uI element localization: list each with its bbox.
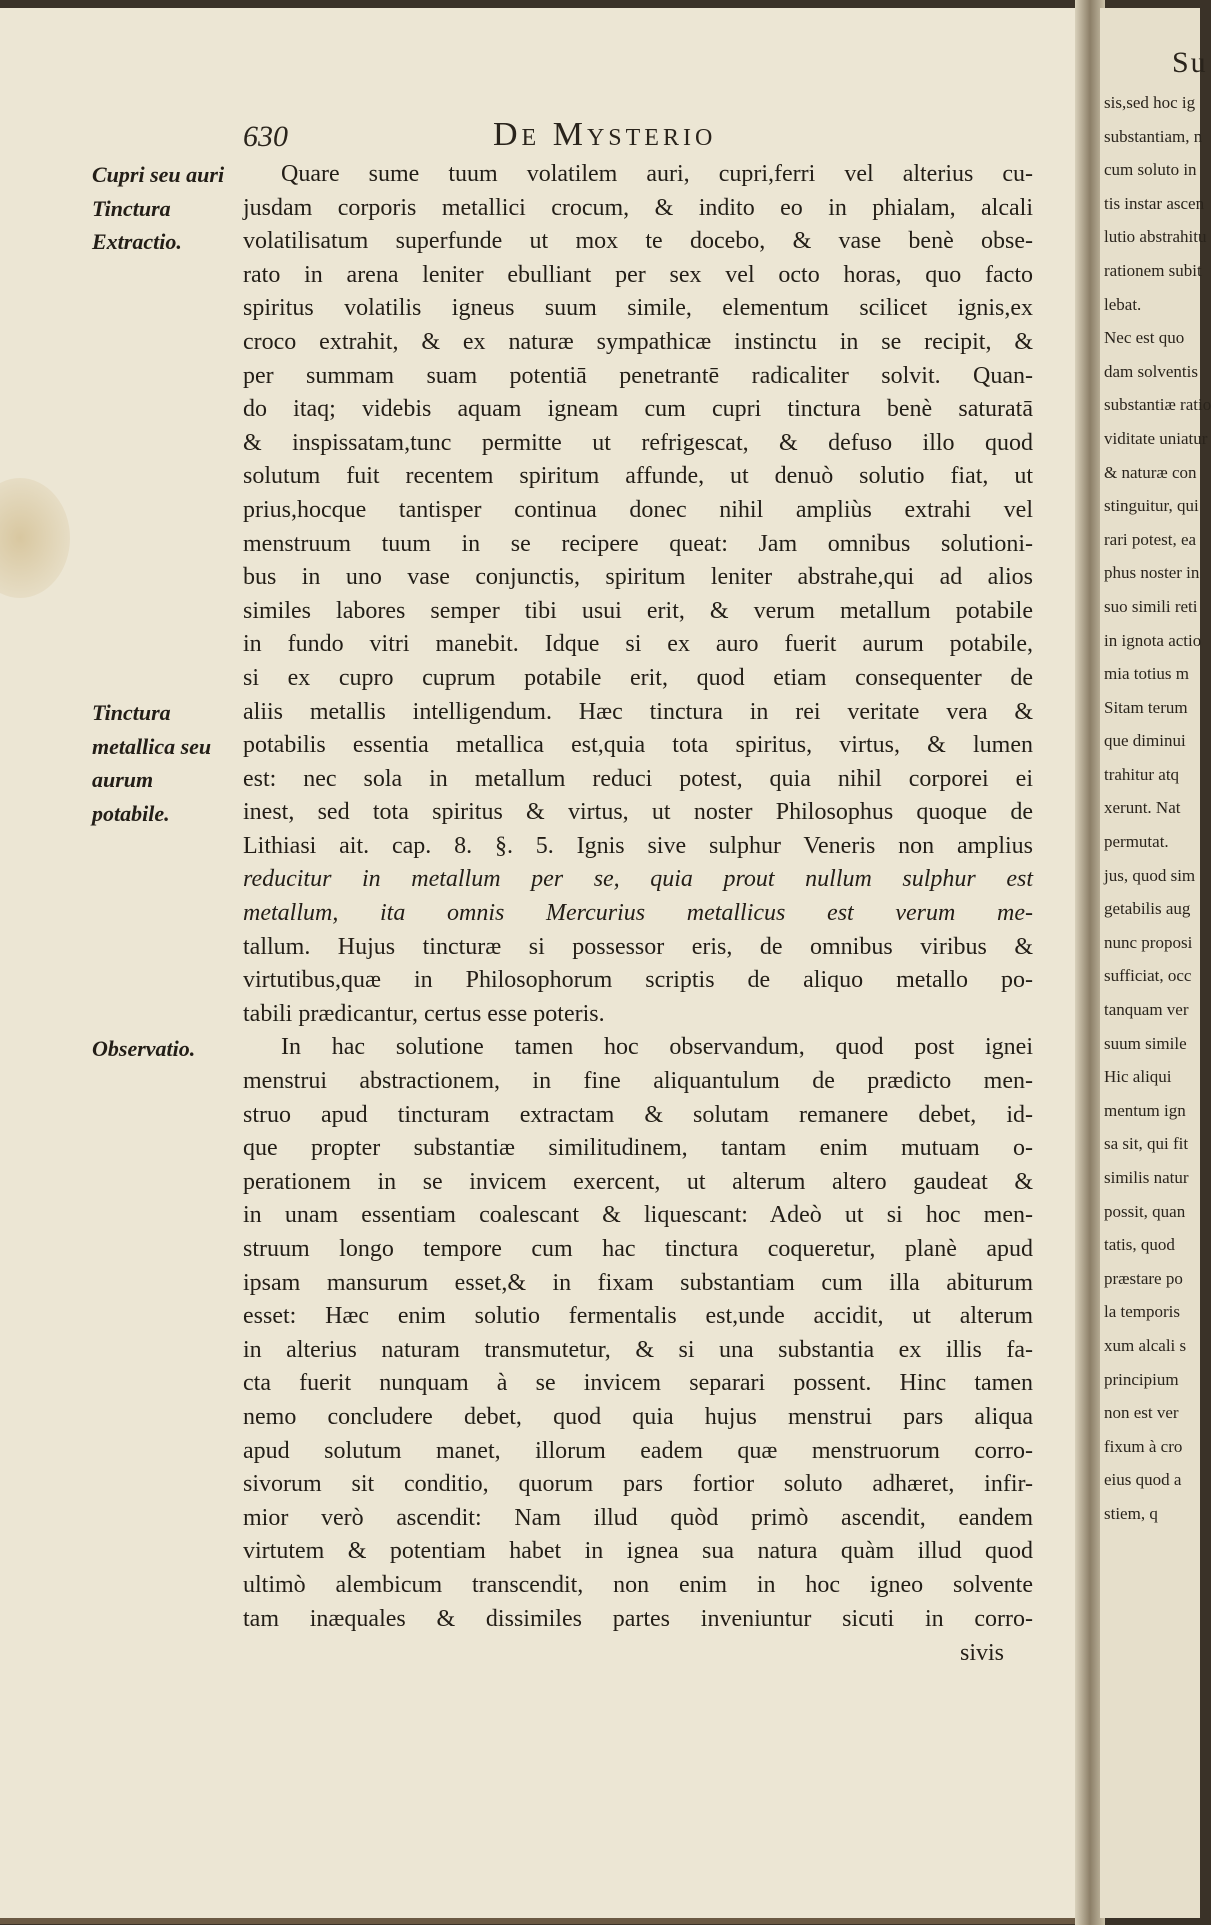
facing-page-text [1100, 86, 1211, 1531]
text-line: do itaq; videbis aquam igneam cum cupri tinctura benè saturatā [243, 396, 1033, 423]
page-number: 630 [243, 120, 288, 153]
text-line: apud solutum manet, illorum eadem quæ menstruorum corro- [243, 1437, 1033, 1464]
text-line: tabili prædicantur, certus esse poteris. [243, 1000, 605, 1027]
facing-text-line: tis instar ascen [1104, 193, 1205, 213]
facing-text-line: rari potest, ea [1104, 529, 1197, 549]
margin-note: Cupri seu auri Tinctura Extractio. [92, 162, 225, 255]
text-line: nemo concludere debet, quod quia hujus menstrui pars aliqua [243, 1403, 1033, 1430]
text-line: Lithiasi ait. cap. 8. §. 5. Ignis sive sulphur Veneris non amplius [243, 832, 1033, 859]
facing-text-line: cum soluto in [1104, 160, 1197, 180]
facing-text-line: mentum ign [1104, 1100, 1186, 1120]
text-line: que propter substantiæ similitudinem, tantam enim mutuam o- [243, 1135, 1033, 1162]
text-line: In hac solutione tamen hoc observandum, quod post ignei [281, 1034, 1033, 1061]
text-line: inest, sed tota spiritus & virtus, ut noster Philosophus quoque de [243, 799, 1033, 826]
facing-text-line: rationem subit [1104, 260, 1202, 280]
text-line: solutum fuit recentem spiritum affunde, ut denuò solutio fiat, ut [243, 463, 1033, 490]
facing-text-line: sis,sed hoc ig [1104, 93, 1196, 112]
text-line: virtutibus,quæ in Philosophorum scriptis de aliquo metallo po- [243, 967, 1033, 994]
facing-text-line: tanquam ver [1104, 1000, 1189, 1020]
facing-text-line: viditate uniatur [1104, 428, 1208, 448]
text-line: struum longo tempore cum hac tinctura coqueretur, planè apud [243, 1236, 1033, 1262]
facing-text-line: phus noster in [1104, 563, 1200, 583]
facing-text-line: la temporis [1104, 1302, 1181, 1322]
book-page [0, 8, 1090, 1924]
running-title: De Mysterio [493, 116, 717, 153]
text-line: aliis metallis intelligendum. Hæc tinctura in rei veritate vera & [243, 698, 1033, 725]
facing-text-line: lutio abstrahitu [1104, 227, 1207, 247]
facing-text-line: xum alcali s [1104, 1335, 1187, 1355]
facing-text-line: que diminui [1104, 731, 1186, 751]
text-line: & inspissatam,tunc permitte ut refrigescat, & defuso illo quod [243, 429, 1033, 456]
text-line: prius,hocque tantisper continua donec nihil ampliùs extrahi vel [243, 496, 1033, 523]
text-line: spiritus volatilis igneus suum simile, elementum scilicet ignis,ex [243, 295, 1033, 322]
text-line: si ex cupro cuprum potabile erit, quod etiam consequenter de [243, 664, 1033, 691]
facing-text-line: suum simile [1104, 1033, 1187, 1053]
text-line: in unam essentiam coalescant & liquescant: Adeò ut si hoc men- [243, 1202, 1033, 1229]
facing-text-line: sa sit, qui fit [1104, 1134, 1189, 1154]
facing-text-line: xerunt. Nat [1104, 798, 1181, 818]
body-text [243, 158, 1033, 1636]
facing-text-line: eius quod a [1104, 1470, 1182, 1490]
text-line: perationem in se invicem exercent, ut alterum altero gaudeat & [243, 1168, 1033, 1195]
facing-text-line: principium [1104, 1369, 1179, 1389]
text-line: virtutem & potentiam habet in ignea sua natura quàm illud quod [243, 1538, 1033, 1565]
text-line: est: nec sola in metallum reduci potest, quia nihil corporei ei [243, 765, 1033, 792]
facing-text-line: nunc proposi [1104, 932, 1193, 952]
text-line: rato in arena leniter ebulliant per sex vel octo horas, quo facto [243, 261, 1033, 288]
facing-text-line: similis natur [1104, 1168, 1189, 1187]
text-line: tam inæquales & dissimiles partes inveniuntur sicuti in corro- [243, 1605, 1033, 1632]
facing-text-line: præstare po [1104, 1268, 1183, 1288]
text-line: mior verò ascendit: Nam illud quòd primò ascendit, eandem [243, 1504, 1033, 1531]
facing-text-line: Nec est quo [1104, 328, 1185, 348]
facing-text-line: suo simili reti [1104, 596, 1198, 616]
facing-text-line: lebat. [1104, 294, 1142, 314]
facing-text-line: dam solventis [1104, 361, 1198, 381]
text-line: potabilis essentia metallica est,quia tota spiritus, virtus, & lumen [243, 732, 1033, 759]
text-line: reducitur in metallum per se, quia prout nullum sulphur est [243, 866, 1033, 893]
text-line: struo apud tincturam extractam & solutam remanere debet, id- [243, 1101, 1033, 1128]
facing-text-line: tatis, quod [1104, 1235, 1175, 1255]
margin-note: Observatio. [92, 1036, 196, 1061]
facing-page [1100, 8, 1211, 1918]
text-line: menstrui abstractionem, in fine aliquantulum de prædicto men- [243, 1068, 1033, 1095]
facing-text-line: fixum à cro [1104, 1436, 1183, 1456]
facing-text-line: in ignota actio [1104, 630, 1202, 650]
margin-note: Tinctura metallica seu aurum potabile. [92, 700, 212, 826]
text-line: per summam suam potentiā penetrantē radicaliter solvit. Quan- [243, 362, 1033, 389]
facing-text-line: substantiam, n [1104, 126, 1203, 146]
page-header [243, 116, 1033, 156]
text-line: tallum. Hujus tincturæ si possessor eris, de omnibus viribus & [243, 933, 1033, 960]
facing-page-head: Su [1172, 46, 1208, 79]
facing-text-line: jus, quod sim [1104, 865, 1196, 885]
text-line: jusdam corporis metallici crocum, & indito eo in phialam, alcali [243, 194, 1033, 221]
facing-text-line: possit, quan [1104, 1201, 1186, 1221]
paper-stain [0, 478, 70, 598]
catchword: sivis [960, 1640, 1005, 1666]
text-line: cta fuerit nunquam à se invicem separari possent. Hinc tamen [243, 1370, 1033, 1397]
facing-text-line: trahitur atq [1104, 764, 1180, 784]
text-line: similes labores semper tibi usui erit, & verum metallum potabile [243, 597, 1033, 624]
text-line: metallum, ita omnis Mercurius metallicus est verum me- [243, 900, 1033, 927]
facing-text-line: stiem, q [1104, 1503, 1158, 1523]
facing-text-line: Sitam terum [1104, 697, 1188, 717]
text-line: croco extrahit, & ex naturæ sympathicæ instinctu in se recipit, & [243, 328, 1033, 355]
text-line: sivorum sit conditio, quorum pars fortior soluto adhæret, infir- [243, 1471, 1033, 1498]
facing-text-line: non est ver [1104, 1403, 1179, 1423]
facing-text-line: substantiæ ratio [1104, 395, 1211, 415]
text-line: in fundo vitri manebit. Idque si ex auro fuerit aurum potabile, [243, 631, 1033, 658]
text-line: ultimò alembicum transcendit, non enim in hoc igneo solvente [243, 1571, 1033, 1598]
text-line: menstruum tuum in se recipere queat: Jam omnibus solutioni- [243, 530, 1033, 557]
facing-text-line: & naturæ con [1104, 462, 1197, 482]
text-line: volatilisatum superfunde ut mox te docebo, & vase benè obse- [243, 228, 1033, 255]
facing-text-line: permutat. [1104, 832, 1169, 852]
facing-text-line: sufficiat, occ [1104, 966, 1192, 986]
facing-text-line: stinguitur, qui [1104, 496, 1199, 516]
facing-text-line: mia totius m [1104, 664, 1189, 684]
facing-text-line: Hic aliqui [1104, 1067, 1172, 1087]
facing-text-line: getabilis aug [1104, 899, 1191, 919]
text-line: esset: Hæc enim solutio fermentalis est,unde accidit, ut alterum [243, 1303, 1033, 1330]
text-line: bus in uno vase conjunctis, spiritum leniter abstrahe,qui ad alios [243, 564, 1033, 591]
text-line: in alterius naturam transmutetur, & si una substantia ex illis fa- [243, 1336, 1033, 1363]
text-line: ipsam mansurum esset,& in fixam substantiam cum illa abiturum [243, 1269, 1033, 1296]
text-line: Quare sume tuum volatilem auri, cupri,ferri vel alterius cu- [281, 161, 1033, 187]
